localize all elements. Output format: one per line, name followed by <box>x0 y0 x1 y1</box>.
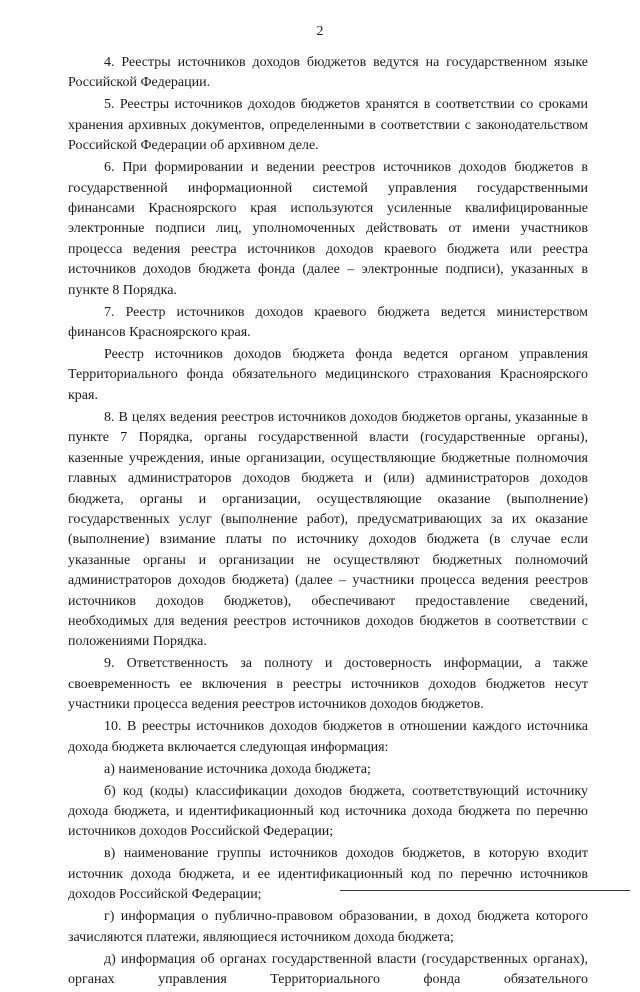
paragraph-7-regional-budget-registry: 7. Реестр источников доходов краевого бюджета ведется министерством финансов Красноярского края. <box>68 304 588 341</box>
paragraph-4-language: 4. Реестры источников доходов бюджетов ведутся на государственном языке Российской Федерации. <box>68 55 588 91</box>
paragraph-7-fund-budget-registry: Реестр источников доходов бюджета фонда ведется органом управления Территориального фонда обязательного медицинского страхования Красноярского края. <box>68 347 588 403</box>
paragraph-5-storage: 5. Реестры источников доходов бюджетов хранятся в соответствии со сроками хранения архивных документов, определенными в соответствии с законодательством Российской Федерации об архивном деле. <box>68 97 588 154</box>
page-number: 2 <box>316 24 324 39</box>
list-item-b: б) код (коды) классификации доходов бюджета, соответствующий источнику дохода бюджета, и идентификационный код источника дохода бюджета по перечню источников доходов Российской Федерации; <box>68 783 588 840</box>
paragraph-10-registry-contents: 10. В реестры источников доходов бюджетов в отношении каждого источника дохода бюджета включается следующая информация: <box>68 719 588 755</box>
document-body <box>68 53 588 992</box>
list-item-a: а) наименование источника дохода бюджета; <box>104 761 371 777</box>
paragraph-6-electronic-signatures: 6. При формировании и ведении реестров источников доходов бюджетов в государственной информационной системой управления государственными финансами Красноярского края используются усиленные квалифицированные электронные подписи лиц, уполномоченных действовать от имени участников процесса ведения реестра источников доходов краевого бюджета или реестра источников доходов бюджета фонда (далее – электронные подписи), указанных в пункте 8 Порядка. <box>68 160 588 298</box>
list-item-g: г) информация о публично-правовом образовании, в доход бюджета которого зачисляются платежи, являющиеся источником дохода бюджета; <box>68 909 588 945</box>
list-item-v: в) наименование группы источников доходов бюджетов, в которую входит источник дохода бюджета, и ее идентификационный код по перечню источников доходов Российской Федерации; <box>68 846 588 903</box>
list-item-d: д) информация об органах государственной власти (государственных органах), органах управления Территориального фонда обязательного <box>68 951 588 987</box>
footer-rule <box>340 890 630 891</box>
paragraph-9-responsibility: 9. Ответственность за полноту и достоверность информации, а также своевременность ее включения в реестры источников доходов бюджетов несут участники процесса ведения реестров источников доходов бюджетов. <box>68 656 588 713</box>
paragraph-8-participants: 8. В целях ведения реестров источников доходов бюджетов органы, указанные в пункте 7 Порядка, органы государственной власти (государственные органы), казенные учреждения, иные организации, осуществляющие бюджетные полномочия главных администраторов доходов бюджета и (или) администраторов доходов бюджета, органы и организации, осуществляющие оказание (выполнение) государственных услуг (выполнение работ), предусматривающих за их оказание (выполнение) взимание платы по источнику доходов бюджета (в случае если указанные органы и организации не осуществляют бюджетных полномочий администраторов доходов бюджета) (далее – участники процесса ведения реестров источников доходов бюджетов), обеспечивают предоставление сведений, необходимых для ведения реестров источников доходов бюджетов в соответствии с положениями Порядка. <box>68 409 588 650</box>
